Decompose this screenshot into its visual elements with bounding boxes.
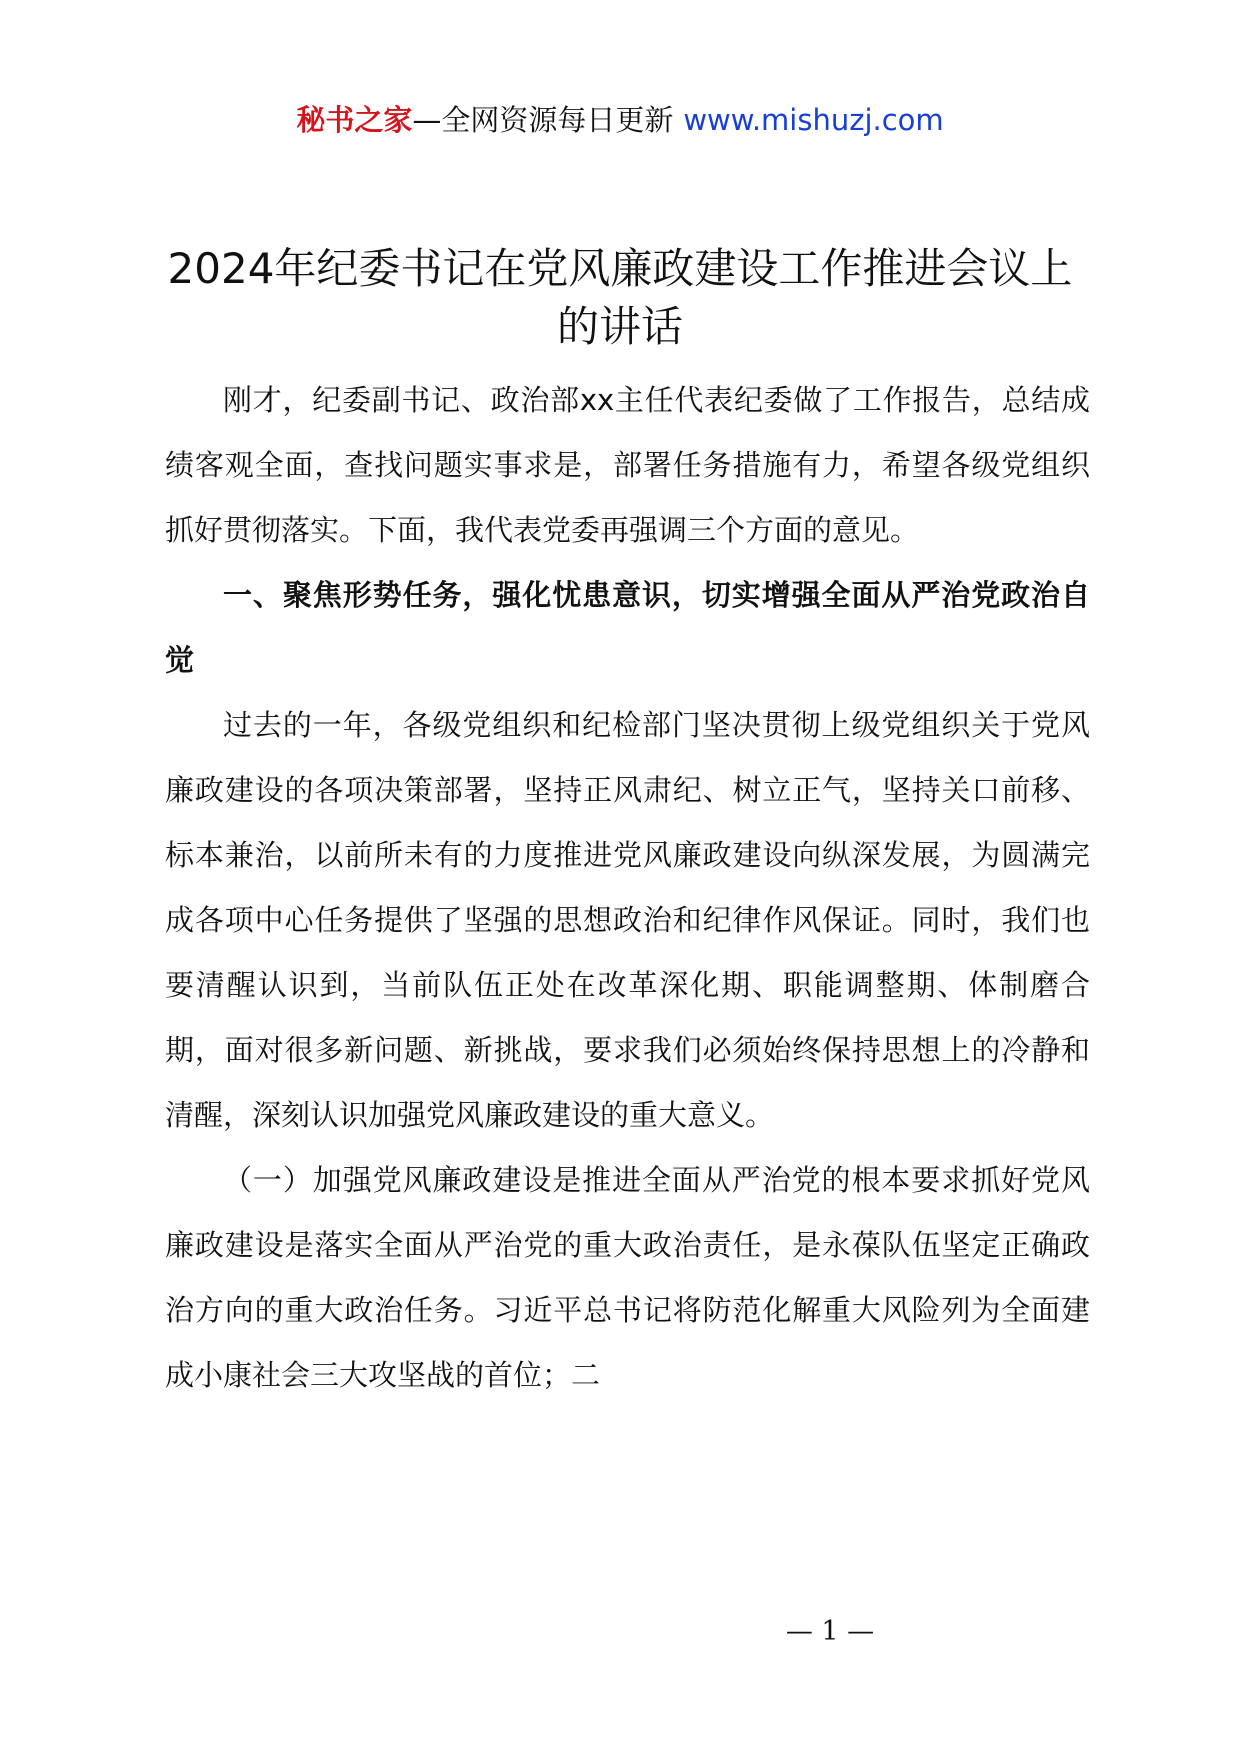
site-url-link[interactable]: www.mishuzj.com xyxy=(683,103,944,137)
section-heading-1: 一、聚焦形势任务，强化忧患意识，切实增强全面从严治党政治自觉 xyxy=(165,578,1090,677)
subsection-paragraph: （一）加强党风廉政建设是推进全面从严治党的根本要求抓好党风廉政建设是落实全面从严治党的重大政治责任，是永葆队伍坚定正确政治方向的重大政治任务。习近平总书记将防范化解重大风险列为全面建成小康社会三大攻坚战的首位；二 xyxy=(165,1163,1090,1392)
document-body xyxy=(165,368,1090,1408)
intro-paragraph: 刚才，纪委副书记、政治部xx主任代表纪委做了工作报告，总结成绩客观全面，查找问题实事求是，部署任务措施有力，希望各级党组织抓好贯彻落实。下面，我代表党委再强调三个方面的意见。 xyxy=(165,383,1090,547)
document-title: 2024年纪委书记在党风廉政建设工作推进会议上的讲话 xyxy=(167,244,1073,351)
site-banner xyxy=(0,100,1240,140)
page-number: — 1 — xyxy=(785,1616,875,1647)
banner-tagline: —全网资源每日更新 xyxy=(412,103,674,137)
brand-name: 秘书之家 xyxy=(296,103,413,137)
body-paragraph: 过去的一年，各级党组织和纪检部门坚决贯彻上级党组织关于党风廉政建设的各项决策部署，坚持正风肃纪、树立正气，坚持关口前移、标本兼治，以前所未有的力度推进党风廉政建设向纵深发展，为圆满完成各项中心任务提供了坚强的思想政治和纪律作风保证。同时，我们也要清醒认识到，当前队伍正处在改革深化期、职能调整期、体制磨合期，面对很多新问题、新挑战，要求我们必须始终保持思想上的冷静和清醒，深刻认识加强党风廉政建设的重大意义。 xyxy=(165,708,1090,1132)
